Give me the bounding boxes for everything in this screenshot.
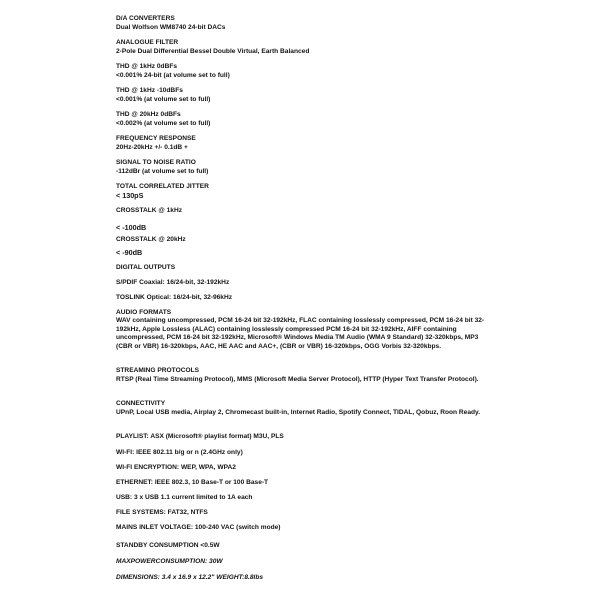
frequency-response-value: 20Hz-20kHz +/- 0.1dB + <box>116 144 188 151</box>
crosstalk-1khz-value: < -100dB <box>116 223 147 232</box>
da-converters-heading: D/A CONVERTERS <box>116 15 175 22</box>
max-power-consumption: MAXPOWERCONSUMPTION: 30W <box>116 558 223 565</box>
usb: USB: 3 x USB 1.1 current limited to 1A each <box>116 494 253 501</box>
ethernet: ETHERNET: IEEE 802.3, 10 Base-T or 100 Base-T <box>116 479 269 486</box>
dimensions-weight: DIMENSIONS: 3.4 x 16.9 x 12.2" WEIGHT:8.8lbs <box>116 574 264 581</box>
standby-consumption: STANDBY CONSUMPTION <0.5W <box>116 542 220 549</box>
spec-sheet <box>116 0 496 600</box>
jitter-value: < 130pS <box>116 191 144 200</box>
thd-1khz-0dbfs-value: <0.001% 24-bit (at volume set to full) <box>116 72 230 79</box>
crosstalk-20khz-value: < -90dB <box>116 248 143 257</box>
digital-outputs-heading: DIGITAL OUTPUTS <box>116 264 176 271</box>
file-systems: FILE SYSTEMS: FAT32, NTFS <box>116 509 208 516</box>
thd-1khz-10dbfs-value: <0.001% (at volume set to full) <box>116 96 211 103</box>
wifi-standard: WI-FI: IEEE 802.11 b/g or n (2.4GHz only) <box>116 449 243 456</box>
thd-1khz-0dbfs-heading: THD @ 1kHz 0dBFs <box>116 63 178 70</box>
signal-to-noise-heading: SIGNAL TO NOISE RATIO <box>116 159 196 166</box>
da-converters-value: Dual Wolfson WM8740 24-bit DACs <box>116 24 226 31</box>
connectivity-value: UPnP, Local USB media, Airplay 2, Chromecast built-in, Internet Radio, Spotify Connect, TIDAL, Qobuz, Roon Ready. <box>116 409 481 416</box>
analogue-filter-heading: ANALOGUE FILTER <box>116 39 179 46</box>
analogue-filter-value: 2-Pole Dual Differential Bessel Double Virtual, Earth Balanced <box>116 48 310 55</box>
signal-to-noise-value: -112dBr (at volume set to full) <box>116 168 209 175</box>
playlist-formats: PLAYLIST: ASX (Microsoft® playlist format) M3U, PLS <box>116 433 284 440</box>
audio-formats-heading: AUDIO FORMATS <box>116 309 172 316</box>
spdif-coaxial: S/PDIF Coaxial: 16/24-bit, 32-192kHz <box>116 279 230 286</box>
mains-inlet-voltage: MAINS INLET VOLTAGE: 100-240 VAC (switch mode) <box>116 524 281 531</box>
thd-20khz-value: <0.002% (at volume set to full) <box>116 120 211 127</box>
wifi-encryption: WI-FI ENCRYPTION: WEP, WPA, WPA2 <box>116 464 236 471</box>
jitter-heading: TOTAL CORRELATED JITTER <box>116 183 209 190</box>
streaming-protocols-value: RTSP (Real Time Streaming Protocol), MMS (Microsoft Media Server Protocol), HTTP (Hyper Text Transfer Protocol). <box>116 376 479 383</box>
thd-20khz-heading: THD @ 20kHz 0dBFs <box>116 111 181 118</box>
crosstalk-20khz-heading: CROSSTALK @ 20kHz <box>116 236 186 243</box>
toslink-optical: TOSLINK Optical: 16/24-bit, 32-96kHz <box>116 294 233 301</box>
connectivity-heading: CONNECTIVITY <box>116 400 166 407</box>
frequency-response-heading: FREQUENCY RESPONSE <box>116 135 196 142</box>
thd-1khz-10dbfs-heading: THD @ 1kHz -10dBFs <box>116 87 183 94</box>
streaming-protocols-heading: STREAMING PROTOCOLS <box>116 367 200 374</box>
crosstalk-1khz-heading: CROSSTALK @ 1kHz <box>116 207 183 214</box>
audio-formats-value: WAV containing uncompressed, PCM 16-24 bit 32-192kHz, FLAC containing losslessly compressed, PCM 16-24 bit 32-192kHz, Apple Lossless (ALAC) containing losslessly compressed PCM 16-24 bit 32-192kHz, AIFF containing uncompressed, PCM 16-24 bit 32-192kHz, Microsoft® Windows Media TM Audio (WMA 9 Standard) 32-320kbps, MP3 (CBR or VBR) 16-320kbps, AAC, HE AAC and AAC+, (CBR or VBR) 16-320kbps, OGG Vorbis 32-320kbps. <box>116 317 485 350</box>
